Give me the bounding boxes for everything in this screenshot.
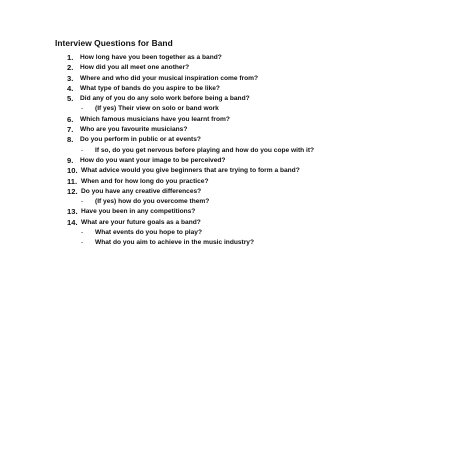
question-item [67, 125, 397, 135]
question-number: 11. [67, 176, 78, 186]
bullet-dash: - [81, 198, 84, 206]
question-item [67, 177, 397, 187]
question-item [67, 187, 397, 197]
question-item [67, 84, 397, 94]
bullet-dash: - [81, 239, 84, 247]
question-item [67, 156, 397, 166]
question-number: 7. [67, 125, 74, 135]
bullet-dash: - [81, 229, 84, 237]
question-item [67, 115, 397, 125]
question-text: How long have you been together as a band? [80, 54, 222, 61]
question-number: 8. [67, 135, 74, 145]
question-text: Where and who did your musical inspiration come from? [80, 74, 259, 82]
question-number: 4. [67, 83, 74, 93]
question-text: How did you all meet one another? [80, 64, 190, 72]
question-text: Do you perform in public or at events? [80, 136, 201, 144]
question-item [67, 94, 397, 104]
question-number: 9. [67, 155, 74, 165]
question-number: 10. [67, 166, 78, 176]
question-number: 14. [67, 217, 78, 227]
question-item [67, 135, 397, 145]
question-text: Do you have any creative differences? [81, 187, 202, 195]
sub-question-text: What events do you hope to play? [95, 229, 202, 237]
question-item [67, 63, 397, 73]
question-item [67, 166, 397, 176]
question-number: 1. [67, 53, 74, 62]
sub-question-item [67, 228, 397, 238]
question-text: What advice would you give beginners that are trying to form a band? [81, 167, 300, 175]
bullet-dash: - [81, 105, 84, 113]
question-number: 6. [67, 114, 74, 124]
question-item [67, 218, 397, 228]
question-list [67, 53, 397, 249]
question-text: Have you been in any competitions? [81, 208, 196, 216]
bullet-dash: - [81, 146, 84, 154]
question-text: What type of bands do you aspire to be like? [80, 84, 220, 92]
question-text: Did any of you do any solo work before being a band? [80, 95, 250, 103]
question-number: 2. [67, 63, 74, 73]
sub-question-item [67, 146, 397, 156]
sub-question-text: If so, do you get nervous before playing and how do you cope with it? [95, 146, 315, 154]
sub-question-text: (If yes) how do you overcome them? [95, 198, 210, 206]
document-title: Interview Questions for Band [55, 38, 173, 48]
sub-question-item [67, 238, 397, 248]
question-number: 13. [67, 207, 78, 217]
question-number: 5. [67, 94, 74, 104]
sub-question-item [67, 104, 397, 114]
sub-question-text: What do you aim to achieve in the music industry? [95, 239, 255, 247]
question-item [67, 207, 397, 217]
question-item [67, 53, 397, 63]
question-text: Which famous musicians have you learnt from? [80, 115, 230, 123]
question-text: When and for how long do you practice? [81, 177, 209, 185]
question-text: Who are you favourite musicians? [80, 126, 188, 134]
question-number: 3. [67, 73, 74, 83]
sub-question-item [67, 197, 397, 207]
question-text: What are your future goals as a band? [81, 218, 201, 226]
question-text: How do you want your image to be perceived? [80, 156, 226, 164]
question-item [67, 74, 397, 84]
sub-question-text: (If yes) Their view on solo or band work [95, 105, 219, 113]
question-number: 12. [67, 186, 78, 196]
